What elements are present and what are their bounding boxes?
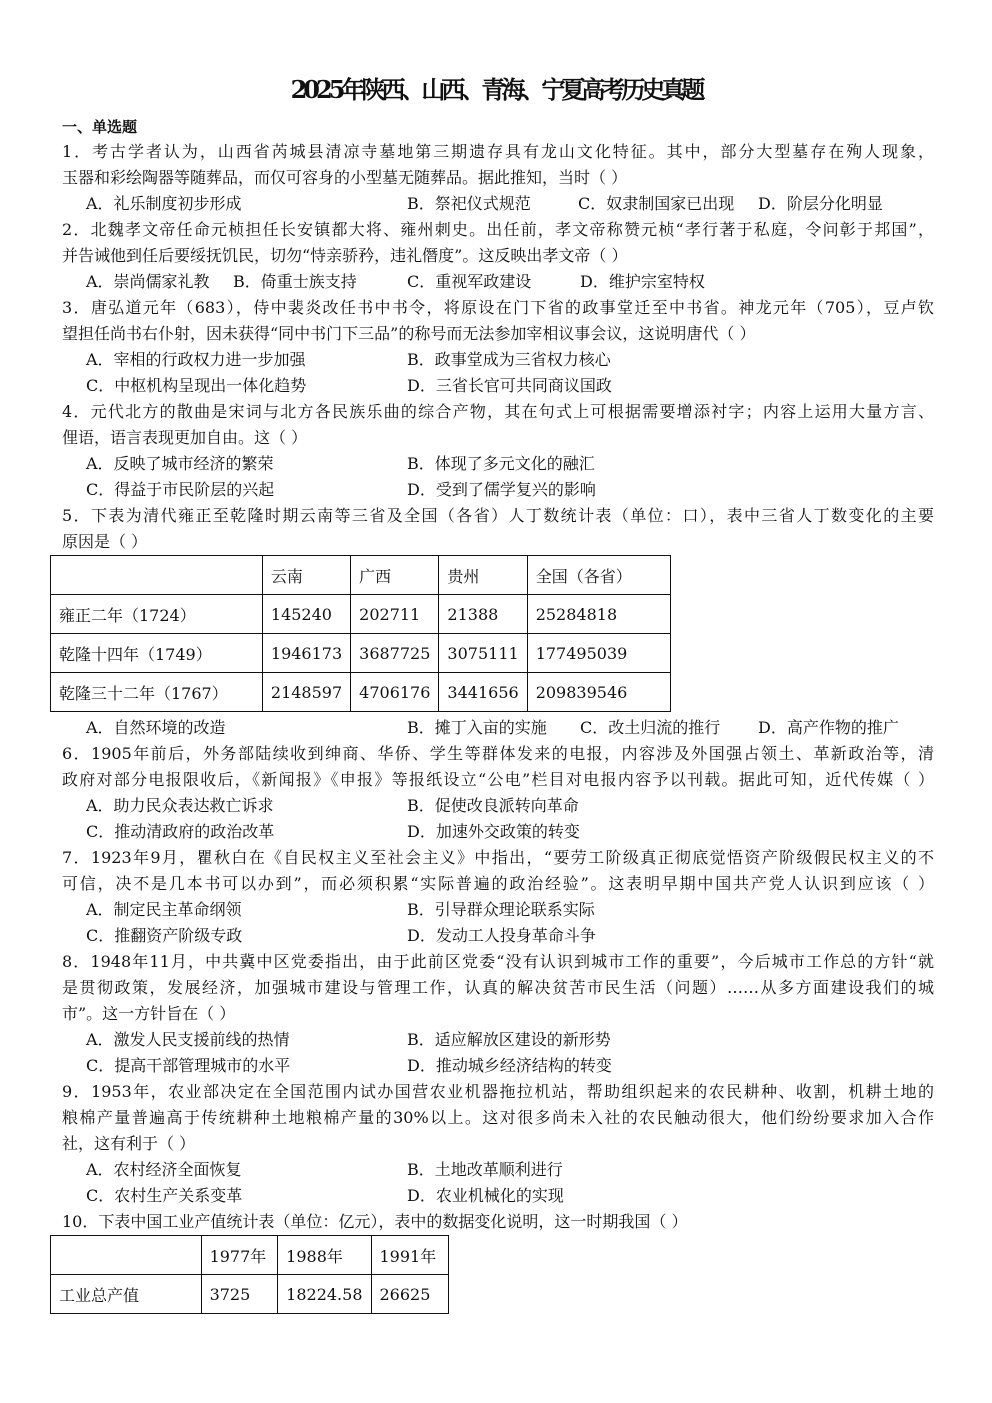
question-5-option-d: D．高产作物的推广	[758, 718, 899, 737]
question-2-line-1: 2．北魏孝文帝任命元桢担任长安镇都大将、雍州刺史。出任前，孝文帝称赞元桢“孝行著于私庭，令问彰于邦国”，	[62, 220, 934, 239]
table-cell: 177495039	[527, 634, 670, 673]
table-header-cell	[51, 556, 263, 595]
table-cell: 3075111	[439, 634, 527, 673]
question-1-option-c: C．奴隶制国家已出现	[578, 194, 735, 213]
table-header-cell: 1977年	[201, 1236, 278, 1275]
question-4-option-b: B．体现了多元文化的融汇	[407, 454, 595, 473]
table-row	[51, 595, 671, 634]
question-9-option-d: D．农业机械化的实现	[407, 1186, 564, 1205]
table-cell: 乾隆十四年（1749）	[51, 634, 263, 673]
page-title: 2025年陕西、山西、青海、宁夏高考历史真题	[290, 75, 702, 104]
question-3-option-c: C．中枢机构呈现出一体化趋势	[86, 376, 307, 395]
table-cell: 18224.58	[278, 1275, 371, 1314]
table-cell: 雍正二年（1724）	[51, 595, 263, 634]
question-9-option-a: A．农村经济全面恢复	[86, 1160, 242, 1179]
question-6-option-d: D．加速外交政策的转变	[407, 822, 580, 841]
industry-output-table	[50, 1235, 449, 1314]
table-cell: 3687725	[351, 634, 439, 673]
table-cell: 3725	[201, 1275, 278, 1314]
question-2-option-b: B．倚重士族支持	[233, 272, 357, 291]
table-cell: 26625	[371, 1275, 449, 1314]
table-cell: 21388	[439, 595, 527, 634]
question-4-line-1: 4．元代北方的散曲是宋词与北方各民族乐曲的综合产物，其在句式上可根据需要增添衬字；内容上运用大量方言、	[62, 402, 934, 421]
question-8-option-d: D．推动城乡经济结构的转变	[407, 1056, 612, 1075]
question-5-line-1: 5．下表为清代雍正至乾隆时期云南等三省及全国（各省）人丁数统计表（单位：口），表中三省人丁数变化的主要	[62, 506, 934, 525]
question-3-option-d: D．三省长官可共同商议国政	[407, 376, 612, 395]
question-9-line-1: 9．1953年，农业部决定在全国范围内试办国营农业机器拖拉机站，帮助组织起来的农民耕种、收割，机耕土地的	[62, 1082, 934, 1101]
question-7-option-d: D．发动工人投身革命斗争	[407, 926, 596, 945]
table-cell: 202711	[351, 595, 439, 634]
question-4-line-2: 俚语，语言表现更加自由。这（ ）	[62, 428, 308, 447]
question-5-option-b: B．摊丁入亩的实施	[407, 718, 547, 737]
table-header-row	[51, 556, 671, 595]
question-2-option-d: D．维护宗室特权	[580, 272, 705, 291]
question-6-option-a: A．助力民众表达救亡诉求	[86, 796, 274, 815]
question-7-option-b: B．引导群众理论联系实际	[407, 900, 595, 919]
question-5-option-c: C．改土归流的推行	[580, 718, 721, 737]
question-9-option-b: B．土地改革顺利进行	[407, 1160, 563, 1179]
question-4-option-d: D．受到了儒学复兴的影响	[407, 480, 596, 499]
section-heading: 一、单选题	[62, 118, 138, 136]
table-header-cell: 广西	[351, 556, 439, 595]
question-3-line-2: 望担任尚书右仆射，因未获得“同中书门下三品”的称号而无法参加宰相议事会议，这说明唐代（ ）	[62, 324, 756, 343]
table-header-cell: 1988年	[278, 1236, 371, 1275]
question-8-line-1: 8．1948年11月，中共冀中区党委指出，由于此前区党委“没有认识到城市工作的重要”，今后城市工作总的方针“就	[62, 952, 934, 971]
question-3-option-b: B．政事堂成为三省权力核心	[407, 350, 611, 369]
question-7-option-a: A．制定民主革命纲领	[86, 900, 242, 919]
table-cell: 乾隆三十二年（1767）	[51, 673, 263, 712]
question-1-line-1: 1．考古学者认为，山西省芮城县清凉寺墓地第三期遗存具有龙山文化特征。其中，部分大型墓存在殉人现象，	[62, 142, 934, 161]
table-header-cell: 云南	[262, 556, 350, 595]
question-7-option-c: C．推翻资产阶级专政	[86, 926, 243, 945]
table-cell: 2148597	[262, 673, 350, 712]
population-table	[50, 555, 671, 712]
table-row	[51, 1275, 449, 1314]
question-4-option-c: C．得益于市民阶层的兴起	[86, 480, 275, 499]
question-4-option-a: A．反映了城市经济的繁荣	[86, 454, 274, 473]
table-row	[51, 673, 671, 712]
table-cell: 25284818	[527, 595, 670, 634]
table-header-cell	[51, 1236, 202, 1275]
question-1-option-b: B．祭祀仪式规范	[407, 194, 531, 213]
table-header-cell: 贵州	[439, 556, 527, 595]
question-2-option-a: A．崇尚儒家礼教	[86, 272, 210, 291]
question-3-option-a: A．宰相的行政权力进一步加强	[86, 350, 306, 369]
table-header-cell: 1991年	[371, 1236, 449, 1275]
question-8-option-c: C．提高干部管理城市的水平	[86, 1056, 291, 1075]
question-6-option-b: B．促使改良派转向革命	[407, 796, 579, 815]
table-cell: 209839546	[527, 673, 670, 712]
table-cell: 1946173	[262, 634, 350, 673]
table-header-cell: 全国（各省）	[527, 556, 670, 595]
question-2-option-c: C．重视军政建设	[407, 272, 532, 291]
question-2-line-2: 并告诫他到任后要绥抚饥民，切勿“恃亲骄矜，违礼僭度”。这反映出孝文帝（ ）	[62, 246, 628, 265]
question-3-line-1: 3．唐弘道元年（683），侍中裴炎改任书中书令，将原设在门下省的政事堂迁至中书省。神龙元年（705），豆卢钦	[62, 298, 934, 317]
question-9-line-3: 社，这有利于（ ）	[62, 1134, 196, 1153]
question-6-line-1: 6．1905年前后，外务部陆续收到绅商、华侨、学生等群体发来的电报，内容涉及外国强占领土、革新政治等，清	[62, 744, 934, 763]
table-cell: 工业总产值	[51, 1275, 202, 1314]
question-6-line-2: 政府对部分电报限收后，《新闻报》《申报》等报纸设立“公电”栏目对电报内容予以刊载。据此可知，近代传媒（ ）	[62, 770, 934, 789]
question-8-line-2: 是贯彻政策，发展经济，加强城市建设与管理工作，认真的解决贫苦市民生活（问题）……从多方面建设我们的城	[62, 978, 934, 997]
question-1-option-a: A．礼乐制度初步形成	[86, 194, 242, 213]
question-9-option-c: C．农村生产关系变革	[86, 1186, 243, 1205]
table-cell: 4706176	[351, 673, 439, 712]
question-6-option-c: C．推动清政府的政治改革	[86, 822, 275, 841]
question-8-option-b: B．适应解放区建设的新形势	[407, 1030, 611, 1049]
question-10-line-1: 10．下表中国工业产值统计表（单位：亿元），表中的数据变化说明，这一时期我国（ ）	[62, 1212, 688, 1231]
question-1-line-2: 玉器和彩绘陶器等随葬品，而仅可容身的小型墓无随葬品。据此推知，当时（ ）	[62, 168, 628, 187]
question-5-option-a: A．自然环境的改造	[86, 718, 226, 737]
question-7-line-1: 7．1923年9月，瞿秋白在《自民权主义至社会主义》中指出，“要劳工阶级真正彻底觉悟资产阶级假民权主义的不	[62, 848, 934, 867]
table-cell: 145240	[262, 595, 350, 634]
question-9-line-2: 粮棉产量普遍高于传统耕种土地粮棉产量的30%以上。这对很多尚未入社的农民触动很大，他们纷纷要求加入合作	[62, 1108, 934, 1127]
question-1-option-d: D．阶层分化明显	[758, 194, 883, 213]
question-8-line-3: 市”。这一方针旨在（ ）	[62, 1004, 236, 1023]
table-header-row	[51, 1236, 449, 1275]
question-7-line-2: 可信，决不是几本书可以办到”，而必须积累“实际普遍的政治经验”。这表明早期中国共产党人认识到应该（ ）	[62, 874, 934, 893]
question-5-line-2: 原因是（ ）	[62, 532, 148, 551]
table-cell: 3441656	[439, 673, 527, 712]
table-row	[51, 634, 671, 673]
question-8-option-a: A．激发人民支援前线的热情	[86, 1030, 290, 1049]
